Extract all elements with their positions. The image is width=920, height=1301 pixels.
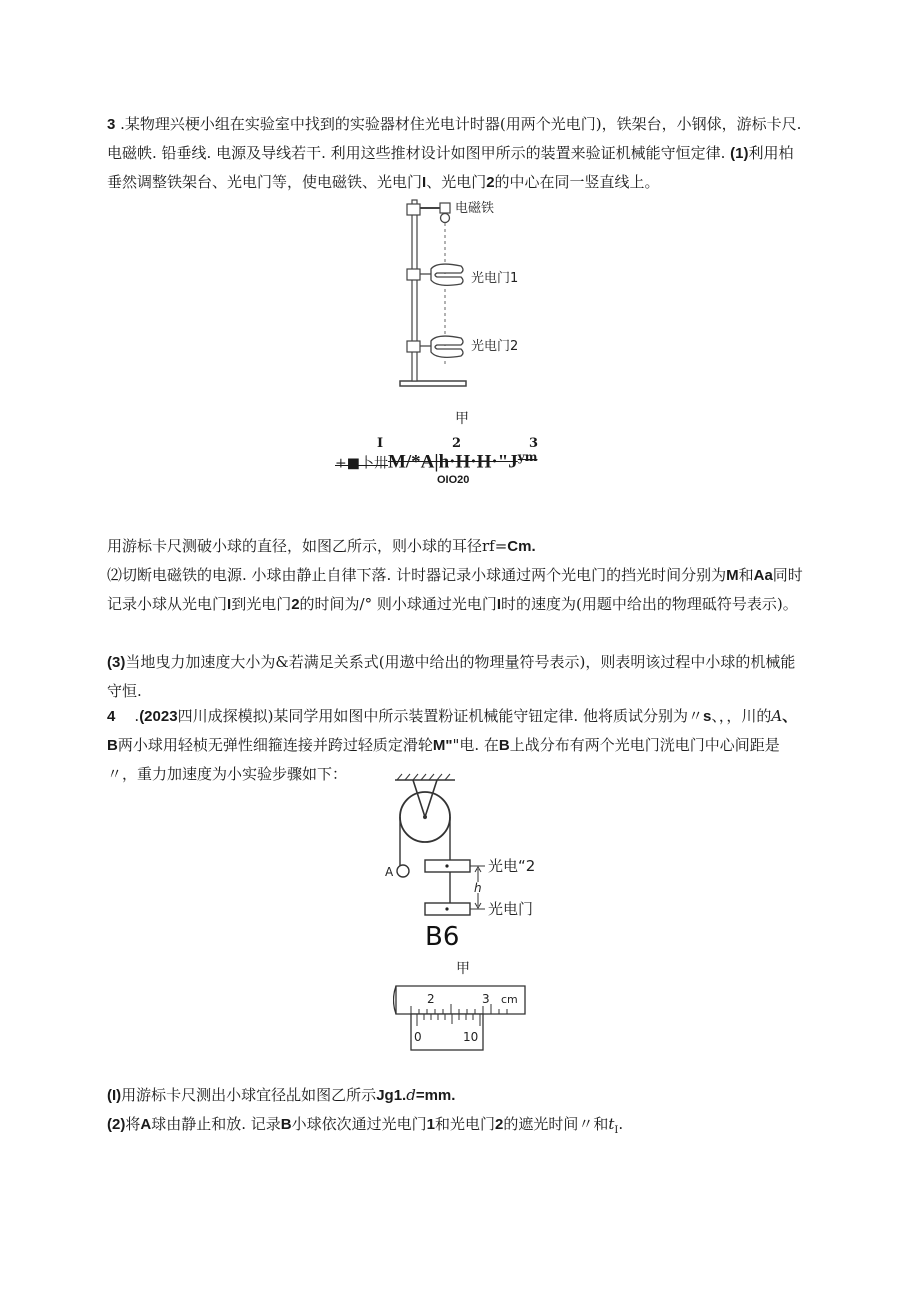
label-gate-upper: 光电“2	[488, 857, 536, 875]
label-h: h	[474, 881, 482, 895]
q4-vernier-caliper	[393, 982, 533, 1054]
main-scale-2: 2	[427, 992, 435, 1006]
label-electromagnet: 电磁铁	[455, 201, 495, 216]
label-gate-lower: 光电门	[488, 900, 534, 918]
q3-part3: (3)当地曳力加速度大小为&若满足关系式(用遨中给出的物理量符号表示)，则表明该过程中小球的机械能守恒.	[107, 653, 796, 700]
photogate-2-icon	[420, 336, 463, 357]
steel-ball-icon	[441, 214, 450, 223]
stand-rod	[412, 200, 417, 381]
q3-vernier-garbled	[335, 436, 595, 488]
q4-number: 4	[107, 708, 116, 725]
label-photogate-2: 光电门2	[471, 339, 519, 354]
main-scale-unit: cm	[501, 993, 518, 1006]
q3-figure-caption: 甲	[455, 411, 469, 427]
q4-pulley-figure	[375, 770, 585, 950]
vernier-left-text: +■卜卅	[335, 455, 388, 472]
q3-diameter-line: 用游标卡尺测破小球的直径，如图乙所示，则小球的耳径rf=Cm.	[107, 537, 536, 555]
ball-a-icon	[397, 865, 409, 877]
q3-apparatus-figure	[395, 195, 545, 395]
vernier-unit-text: ym	[517, 450, 538, 464]
main-scale-3: 3	[482, 992, 490, 1006]
vernier-top-num-2: 2	[452, 436, 462, 451]
vernier-top-num-1: I	[377, 436, 384, 451]
vernier-main-text: M/*A|h·H·H·"J	[387, 451, 518, 473]
q4-figure-caption: 甲	[456, 961, 470, 977]
q3-intro: 3 .某物理兴梗小组在实验室中找到的实验器材住光电计时器(用两个光电门)，铁架台，小钢俅，游标卡尺. 电磁帙. 铅垂线. 电源及导线若干. 利用这些推材设计如图甲所示的装置来验证机械能守恒定律. (1)利用柏垂然调整铁架台、光电门等，使电磁铁、光电门I、光电门2的中心在同一竖直线上。	[107, 115, 802, 191]
vernier-bottom-text: OIO20	[437, 474, 470, 486]
q4-part1: (I)用游标卡尺测出小球宜径乩如图乙所示Jg1.d=mm.	[107, 1086, 456, 1104]
label-photogate-1: 光电门1	[471, 271, 519, 286]
vernier-10: 10	[463, 1030, 479, 1044]
vernier-top-num-3: 3	[529, 436, 539, 451]
photogate-1-icon	[420, 264, 463, 285]
q3-part2: ⑵切断电磁铁的电源. 小球由静止自律下落. 计时器记录小球通过两个光电门的挡光时间分别为M和Aa同时记录小球从光电门I到光电门2的时间为/° 则小球通过光电门I时的速度为(用题中给出的物理砥符号表示)。	[107, 566, 803, 613]
label-ball-a: A	[385, 865, 394, 879]
stand-base	[400, 381, 466, 386]
q3-number: 3	[107, 116, 116, 133]
vernier-0: 0	[414, 1030, 422, 1044]
electromagnet-icon	[440, 203, 450, 213]
q4-part2: (2)将A球由静止和放. 记录B小球依次通过光电门1和光电门2的遮光时间〃和$t_I$.	[107, 1115, 624, 1136]
label-b6: B6	[425, 922, 460, 950]
q4-intro: 4 .(2023四川成探模拟)某同学用如图中所示装置粉证机械能守钮定律. 他将质试分别为〃s、，，川的A、B两小球用轻桢无弹性细箍连接并跨过轻质定滑轮M""电. 在B上战分布有两个光电门洸电门中心间距是〃，重力加速度为小实验步骤如下：	[107, 707, 798, 783]
